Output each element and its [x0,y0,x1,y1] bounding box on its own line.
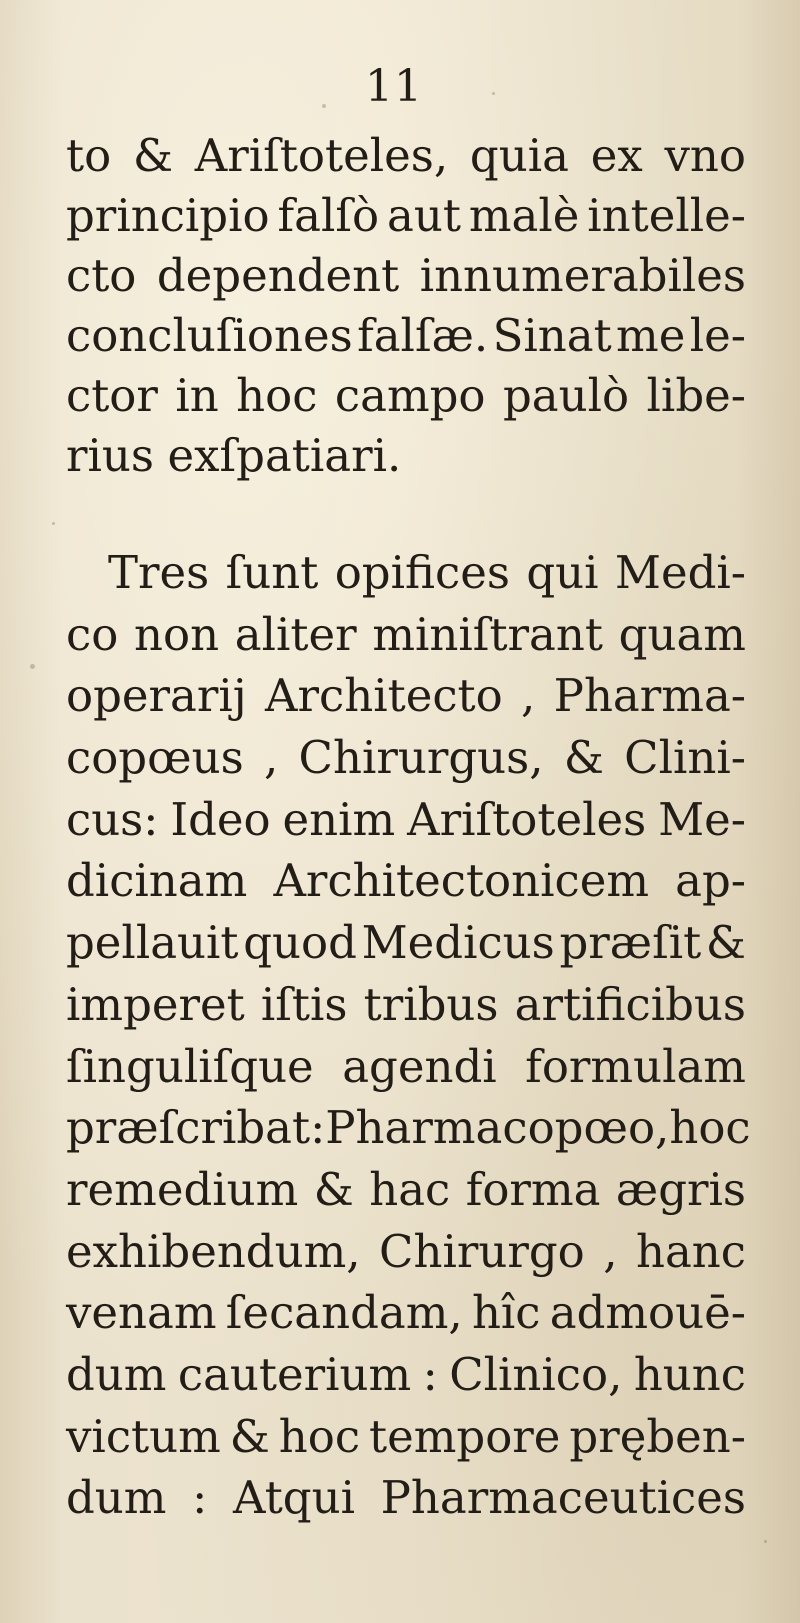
word: tempore [369,1409,561,1463]
word: hanc [635,1224,746,1278]
word: quam [618,607,746,661]
word: hunc [633,1347,746,1401]
word: , [521,669,536,723]
word: dum [66,1471,167,1525]
word: admouē- [549,1286,746,1340]
word: pręben- [569,1409,746,1463]
word: concluſiones [66,309,353,362]
word: hoc [669,1101,751,1155]
word: præſcribat: [66,1101,326,1155]
word: in [175,369,219,422]
word: co [66,607,119,661]
text-line [66,1467,746,1529]
word: me [616,309,686,362]
text-line [66,1036,746,1098]
word: : [422,1347,438,1401]
word: venam [66,1286,217,1340]
word: quod [243,916,357,970]
word: Architecto [265,669,503,723]
word: hîc [471,1286,541,1340]
word: Atqui [232,1471,355,1525]
word: dicinam [66,854,248,908]
word: & [563,731,604,785]
word: , [603,1224,618,1278]
word: Ariſtoteles, [194,129,449,182]
word: falſò [277,189,380,242]
word: dependent [156,249,400,302]
word: Ariſtoteles [407,792,647,846]
word: aliter [234,607,357,661]
text-line [66,974,746,1036]
text-line [66,542,746,604]
word: qui [526,546,599,599]
word: libe- [646,369,746,422]
word: ctor [66,369,158,422]
word: le- [689,309,746,362]
word: innumerabiles [419,249,746,302]
word: malè [468,189,580,242]
word: & [229,1409,270,1463]
word: campo [334,369,486,422]
text-line [66,850,746,912]
word: principio [66,189,270,242]
word: & [705,916,746,970]
text-line [66,246,746,306]
word: cus: [66,792,159,846]
word: exſpatiari. [167,429,402,482]
text-line [66,665,746,727]
word: ſinguliſque [66,1039,314,1093]
ink-speck [52,522,55,525]
word: paulò [502,369,630,422]
word: cto [66,249,137,302]
word: & [313,1162,354,1216]
page-number: 11 [365,61,423,112]
word: dum [66,1347,167,1401]
text-line [66,426,746,486]
text-line [66,126,746,186]
word: rius [66,429,154,482]
word: enim [282,792,396,846]
word: & [132,129,174,182]
text-line [66,306,746,366]
word: Pharmaceutices [380,1471,746,1525]
text-line [66,912,746,974]
word: to [66,129,112,182]
text-line [66,186,746,246]
word: intelle- [587,189,746,242]
text-line [66,604,746,666]
word: Me- [658,792,746,846]
word: formulam [525,1039,746,1093]
word: Architectonicem [273,854,649,908]
word: agendi [342,1039,497,1093]
word: artificibus [514,977,746,1031]
paragraph-1 [66,126,746,486]
word: Clini- [624,731,746,785]
word: ſecandam, [225,1286,463,1340]
word: victum [66,1409,221,1463]
word: non [134,607,220,661]
text-line [66,727,746,789]
word: ægris [615,1162,746,1216]
word: imperet [66,977,245,1031]
word: exhibendum, [66,1224,361,1278]
text-line [66,789,746,851]
text-line [66,1344,746,1406]
word: remedium [66,1162,299,1216]
word: Medi- [614,546,746,599]
ink-speck [764,1540,767,1543]
word: Tres [108,546,210,599]
word: operarij [66,669,247,723]
paragraph-2 [66,542,751,1529]
word: Medicus [361,916,555,970]
word: ex [590,129,643,182]
word: præſit [559,916,702,970]
word: Pharmacopœo, [325,1101,670,1155]
word: ſunt [225,546,319,599]
word: iſtis [260,977,348,1031]
text-line [66,1159,746,1221]
word: cauterium [177,1347,412,1401]
text-line [66,1097,751,1159]
ink-speck [322,104,326,108]
word: hoc [278,1409,361,1463]
text-line [66,1282,746,1344]
word: hoc [236,369,318,422]
word: ap- [675,854,746,908]
word: copœus [66,731,244,785]
word: falſæ. [357,309,489,362]
word: vno [664,129,746,182]
word: tribus [363,977,499,1031]
word: Clinico, [449,1347,623,1401]
word: , [263,731,279,785]
ink-speck [492,92,495,95]
word: pellauit [66,916,239,970]
text-line [66,366,746,426]
word: Chirurgo [379,1224,585,1278]
word: aut [387,189,461,242]
text-line [66,1221,746,1283]
word: Pharma- [553,669,746,723]
word: Ideo [170,792,271,846]
word: miniſtrant [372,607,603,661]
word: Chirurgus, [298,731,544,785]
word: forma [465,1162,601,1216]
word: Sinat [492,309,612,362]
word: hac [369,1162,451,1216]
ink-speck [30,664,35,669]
text-line [66,1406,746,1468]
word: opifices [334,546,510,599]
word: : [192,1471,208,1525]
word: quia [469,129,569,182]
